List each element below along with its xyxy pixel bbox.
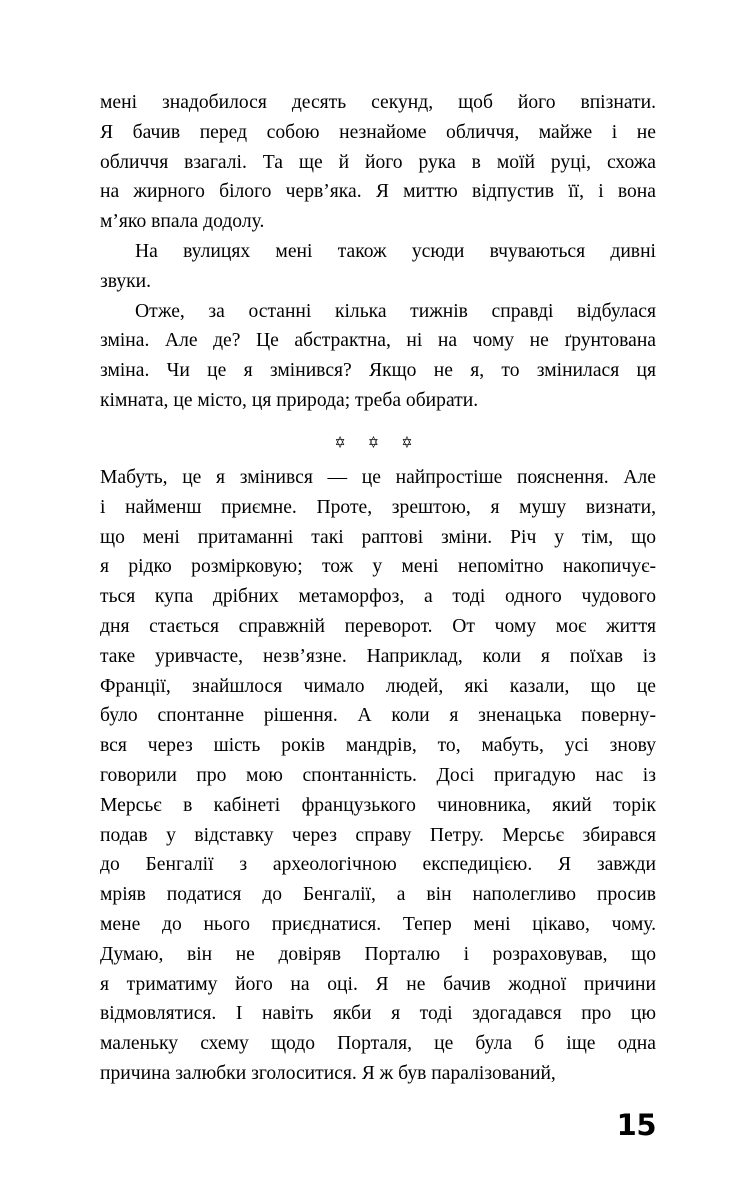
three-asterisk-ornament-icon: ✡ ✡ ✡ — [334, 434, 422, 453]
text-line: Мерсьє в кабінеті французького чиновника, який торік — [100, 794, 656, 816]
text-line: маленьку схему щодо Порталя, це була б іще одна — [100, 1033, 656, 1055]
text-line: звуки. — [100, 270, 152, 292]
text-line: таке уривчасте, незв’язне. Наприклад, коли я поїхав із — [100, 645, 656, 667]
text-line: кімната, це місто, ця природа; треба обирати. — [100, 389, 479, 411]
text-line: подав у відставку через справу Петру. Мерсьє збирався — [100, 824, 656, 846]
text-line: обличчя взагалі. Та ще й його рука в моїй руці, схожа — [100, 151, 656, 173]
text-line: я триматиму його на оці. Я не бачив жодної причини — [100, 973, 656, 995]
text-line: На вулицях мені також усюди вчуваються дивні — [135, 240, 656, 262]
text-line: Думаю, він не довіряв Порталю і розраховував, що — [100, 943, 656, 965]
text-line: причина залюбки зголоситися. Я ж був паралізований, — [100, 1062, 556, 1084]
text-line: я рідко розмірковую; тож у мені непомітно накопичує- — [100, 556, 656, 578]
text-column-top — [100, 88, 656, 416]
text-line: ться купа дрібних метаморфоз, а тоді одного чудового — [100, 586, 656, 608]
text-line: мені знадобилося десять секунд, щоб його впізнати. — [100, 92, 656, 113]
text-line: до Бенгалії з археологічною експедицією. Я завжди — [100, 854, 656, 876]
section-break-ornament — [100, 430, 656, 456]
text-line: Мабуть, це я змінився — це найпростіше пояснення. Але — [100, 467, 656, 488]
text-line: і найменш приємне. Проте, зрештою, я мушу визнати, — [100, 496, 656, 518]
text-line: зміна. Чи це я змінився? Якщо не я, то змінилася ця — [100, 360, 656, 382]
text-line: говорили про мою спонтанність. Досі пригадую нас із — [100, 764, 656, 786]
text-line: Я бачив перед собою незнайоме обличчя, майже і не — [100, 121, 656, 143]
text-column-bottom — [100, 463, 656, 1089]
text-line: вся через шість років мандрів, то, мабуть, усі знову — [100, 735, 656, 757]
paragraph — [100, 463, 656, 1089]
paragraph — [100, 88, 656, 237]
text-line: дня стається справжній переворот. От чому моє життя — [100, 615, 656, 637]
paragraph — [100, 297, 656, 416]
text-line: Отже, за останні кілька тижнів справді відбулася — [135, 300, 656, 322]
text-line: мене до нього приєднатися. Тепер мені цікаво, чому. — [100, 913, 656, 935]
text-line: зміна. Але де? Це абстрактна, ні на чому не ґрунтована — [100, 330, 656, 352]
text-line: що мені притаманні такі раптові зміни. Річ у тім, що — [100, 526, 656, 548]
text-line: Франції, знайшлося чимало людей, які казали, що це — [100, 675, 656, 697]
text-line: на жирного білого черв’яка. Я миттю відпустив її, і вона — [100, 181, 656, 203]
text-line: мріяв податися до Бенгалії, а він наполегливо просив — [100, 884, 656, 906]
page-number: 15 — [616, 1108, 656, 1142]
text-line: відмовлятися. І навіть якби я тоді здогадався про цю — [100, 1003, 656, 1025]
text-line: було спонтанне рішення. А коли я зненацька поверну- — [100, 705, 656, 727]
paragraph — [100, 237, 656, 297]
text-line: м’яко впала додолу. — [100, 211, 265, 233]
